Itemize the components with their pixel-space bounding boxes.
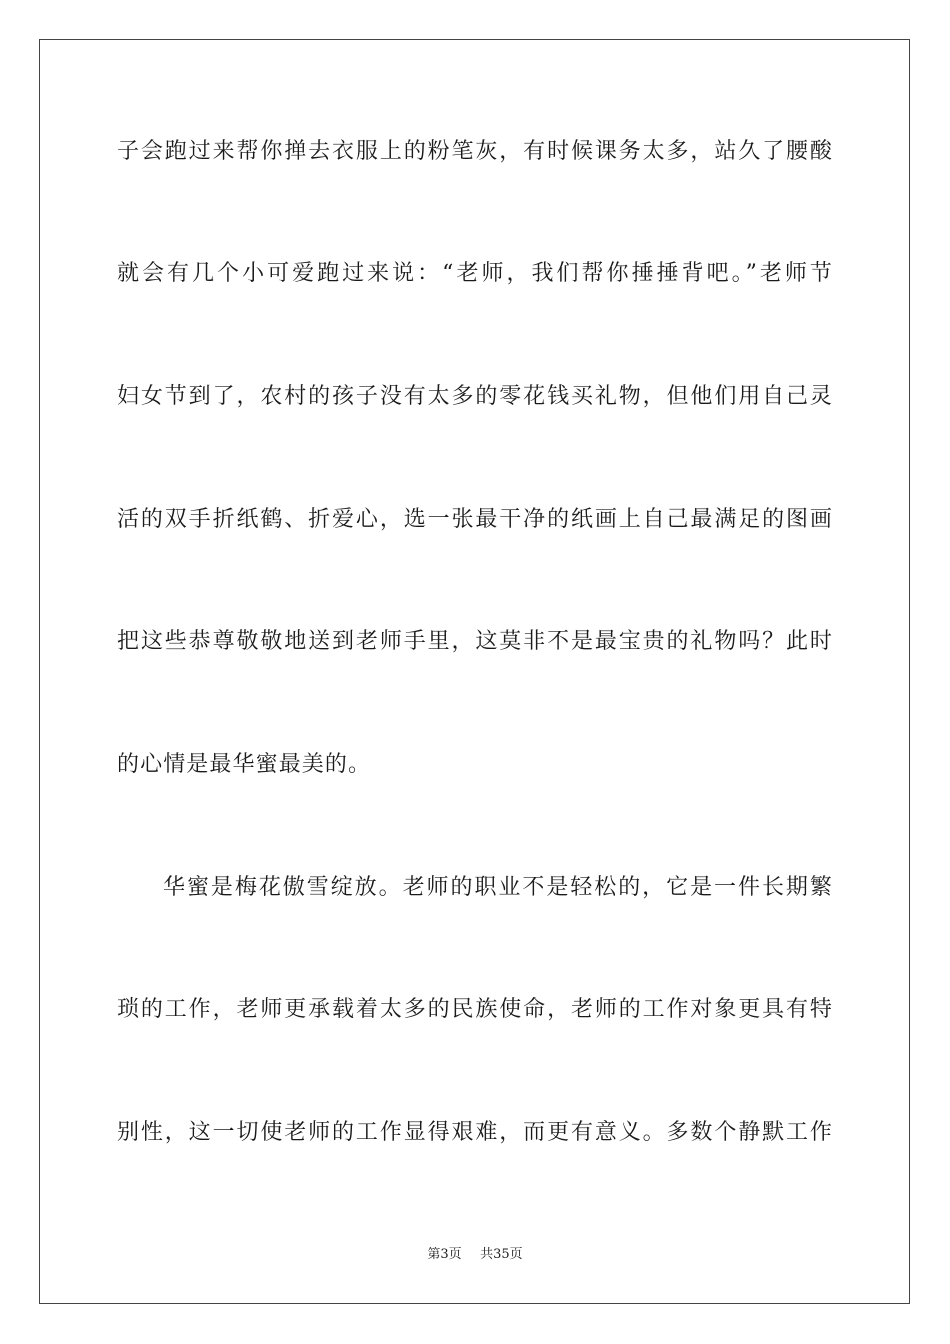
- page-number: 第3页: [427, 1247, 462, 1262]
- text-line-9: 别性，这一切使老师的工作显得艰难，而更有意义。多数个静默工作: [117, 1120, 833, 1145]
- text-line-2: 就会有几个小可爱跑过来说：“老师，我们帮你捶捶背吧。”老师节: [117, 261, 833, 286]
- text-line-7: 华蜜是梅花傲雪绽放。老师的职业不是轻松的，它是一件长期繁: [163, 875, 833, 900]
- text-line-1: 子会跑过来帮你掸去衣服上的粉笔灰，有时候课务太多，站久了腰酸: [117, 139, 833, 164]
- text-line-4: 活的双手折纸鹤、折爱心，选一张最干净的纸画上自己最满足的图画: [117, 507, 833, 532]
- text-line-5: 把这些恭尊敬敬地送到老师手里，这莫非不是最宝贵的礼物吗？此时: [117, 629, 833, 654]
- text-line-8: 琐的工作，老师更承载着太多的民族使命，老师的工作对象更具有特: [117, 997, 833, 1022]
- text-line-3: 妇女节到了，农村的孩子没有太多的零花钱买礼物，但他们用自己灵: [117, 384, 833, 409]
- text-line-6: 的心情是最华蜜最美的。: [117, 752, 372, 777]
- page-border: [39, 39, 910, 1304]
- page-total: 共35页: [480, 1247, 523, 1262]
- page-footer: [0, 1246, 950, 1264]
